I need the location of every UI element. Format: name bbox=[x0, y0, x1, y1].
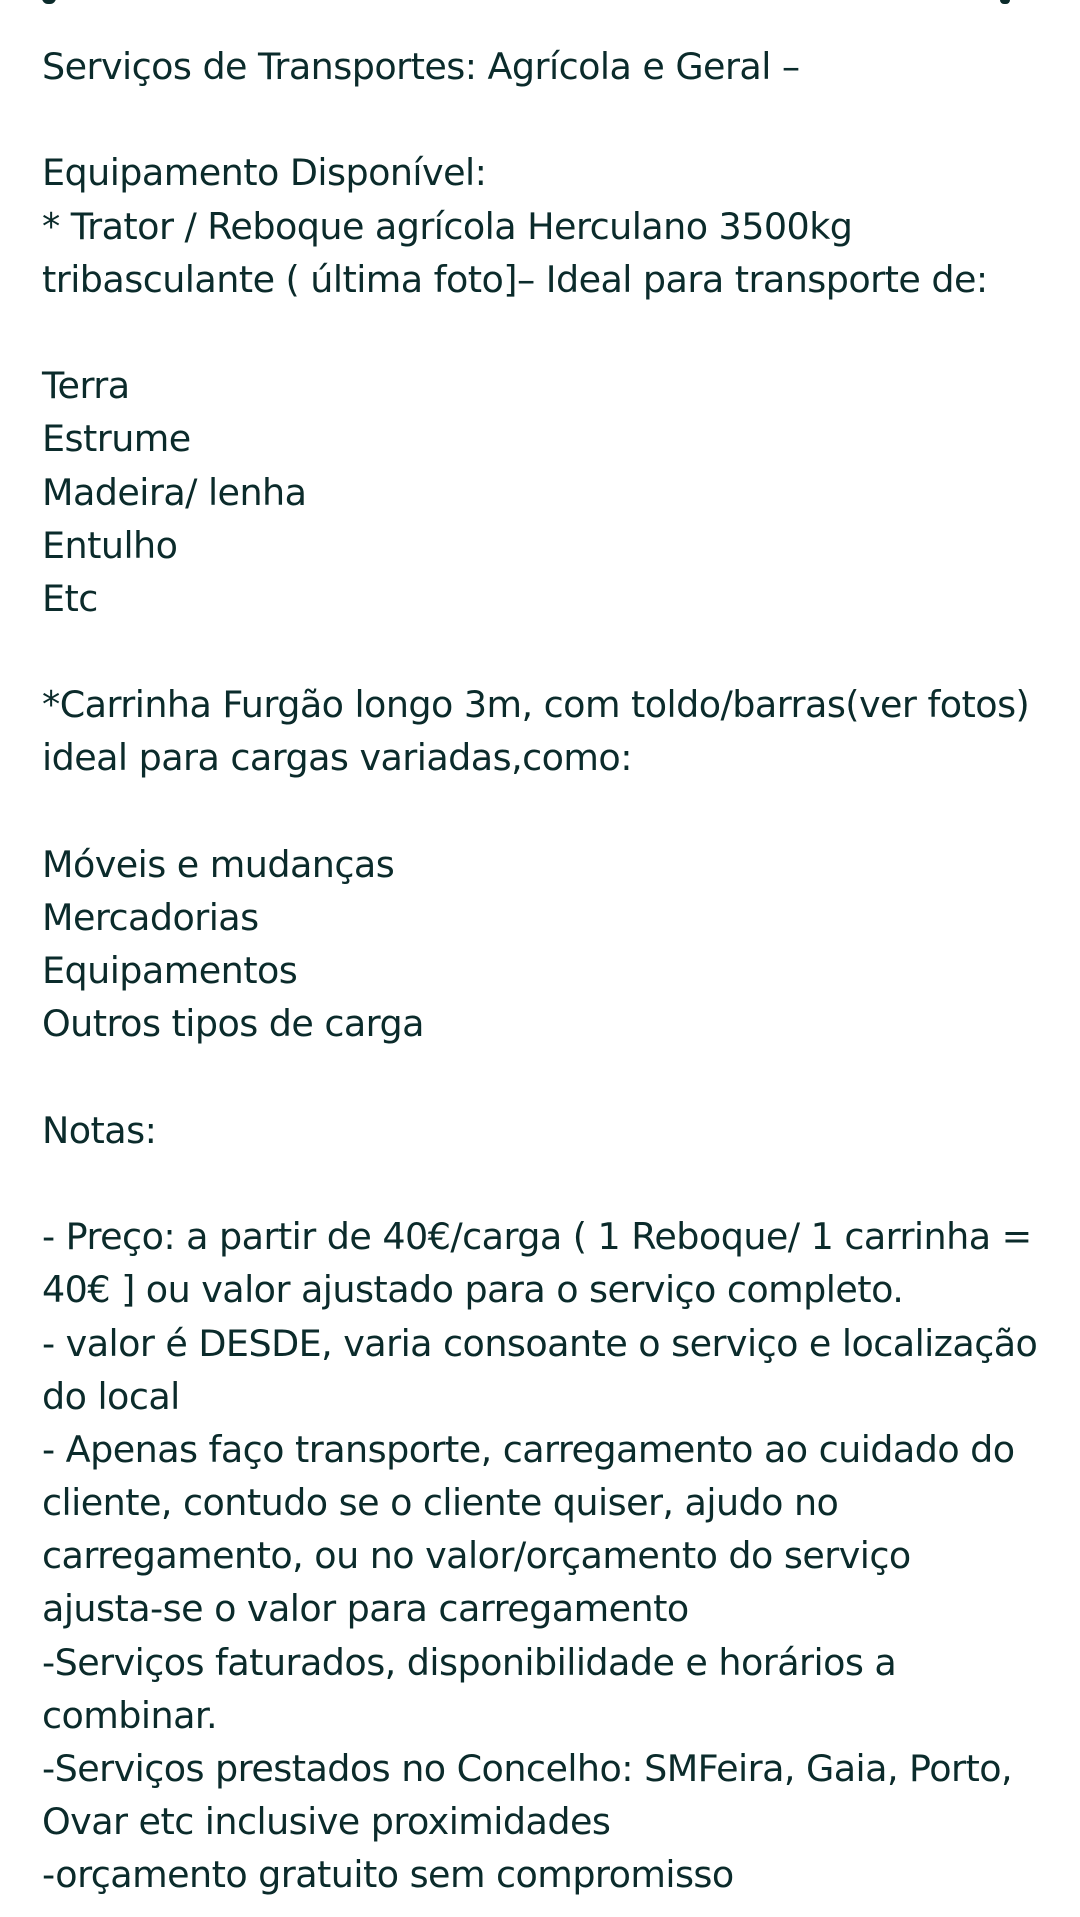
blank-line bbox=[42, 785, 1052, 838]
description-line: 40€ ] ou valor ajustado para o serviço completo. bbox=[42, 1268, 904, 1312]
description-line: Mercadorias bbox=[42, 896, 259, 939]
description-line: Entulho bbox=[42, 523, 178, 567]
description-line: Outros tipos de carga bbox=[42, 1002, 424, 1046]
description-line: tribasculante ( última foto]– Ideal para transporte de: bbox=[42, 257, 988, 301]
description-line: - valor é DESDE, varia consoante o serviço e localização bbox=[42, 1321, 1038, 1365]
description-line: *Carrinha Furgão longo 3m, com toldo/barras(ver fotos) bbox=[42, 683, 1030, 727]
description-line: Notas: bbox=[42, 1108, 157, 1152]
clipped-previous-content bbox=[0, 0, 1080, 6]
description-line: carregamento, ou no valor/orçamento do serviço bbox=[42, 1534, 911, 1578]
description-line: * Trator / Reboque agrícola Herculano 3500kg bbox=[42, 204, 853, 248]
description-line: Móveis e mudanças bbox=[42, 842, 395, 886]
listing-description bbox=[42, 40, 1052, 1902]
description-line: Equipamentos bbox=[42, 949, 298, 993]
description-line: Estrume bbox=[42, 417, 191, 461]
description-line: combinar. bbox=[42, 1693, 218, 1737]
blank-line bbox=[42, 306, 1052, 359]
clipped-text-fragment bbox=[42, 0, 56, 4]
description-line: Serviços de Transportes: Agrícola e Geral – bbox=[42, 45, 800, 88]
blank-line bbox=[42, 1157, 1052, 1210]
clipped-text-fragment bbox=[1000, 0, 1010, 4]
description-line: ideal para cargas variadas,como: bbox=[42, 736, 632, 780]
description-line: cliente, contudo se o cliente quiser, ajudo no bbox=[42, 1481, 839, 1525]
description-line: - Apenas faço transporte, carregamento ao cuidado do bbox=[42, 1427, 1015, 1471]
description-line: Terra bbox=[42, 364, 130, 408]
blank-line bbox=[42, 1051, 1052, 1104]
description-line: -orçamento gratuito sem compromisso bbox=[42, 1853, 734, 1897]
blank-line bbox=[42, 625, 1052, 678]
blank-line bbox=[42, 93, 1052, 146]
description-line: do local bbox=[42, 1374, 180, 1418]
description-line: ajusta-se o valor para carregamento bbox=[42, 1587, 689, 1631]
description-line: -Serviços prestados no Concelho: SMFeira, Gaia, Porto, bbox=[42, 1747, 1013, 1790]
description-line: - Preço: a partir de 40€/carga ( 1 Reboque/ 1 carrinha = bbox=[42, 1215, 1032, 1259]
description-line: Madeira/ lenha bbox=[42, 470, 307, 514]
description-line: Ovar etc inclusive proximidades bbox=[42, 1800, 611, 1844]
description-line: Etc bbox=[42, 576, 98, 620]
description-line: Equipamento Disponível: bbox=[42, 151, 487, 195]
description-line: -Serviços faturados, disponibilidade e horários a bbox=[42, 1640, 897, 1684]
